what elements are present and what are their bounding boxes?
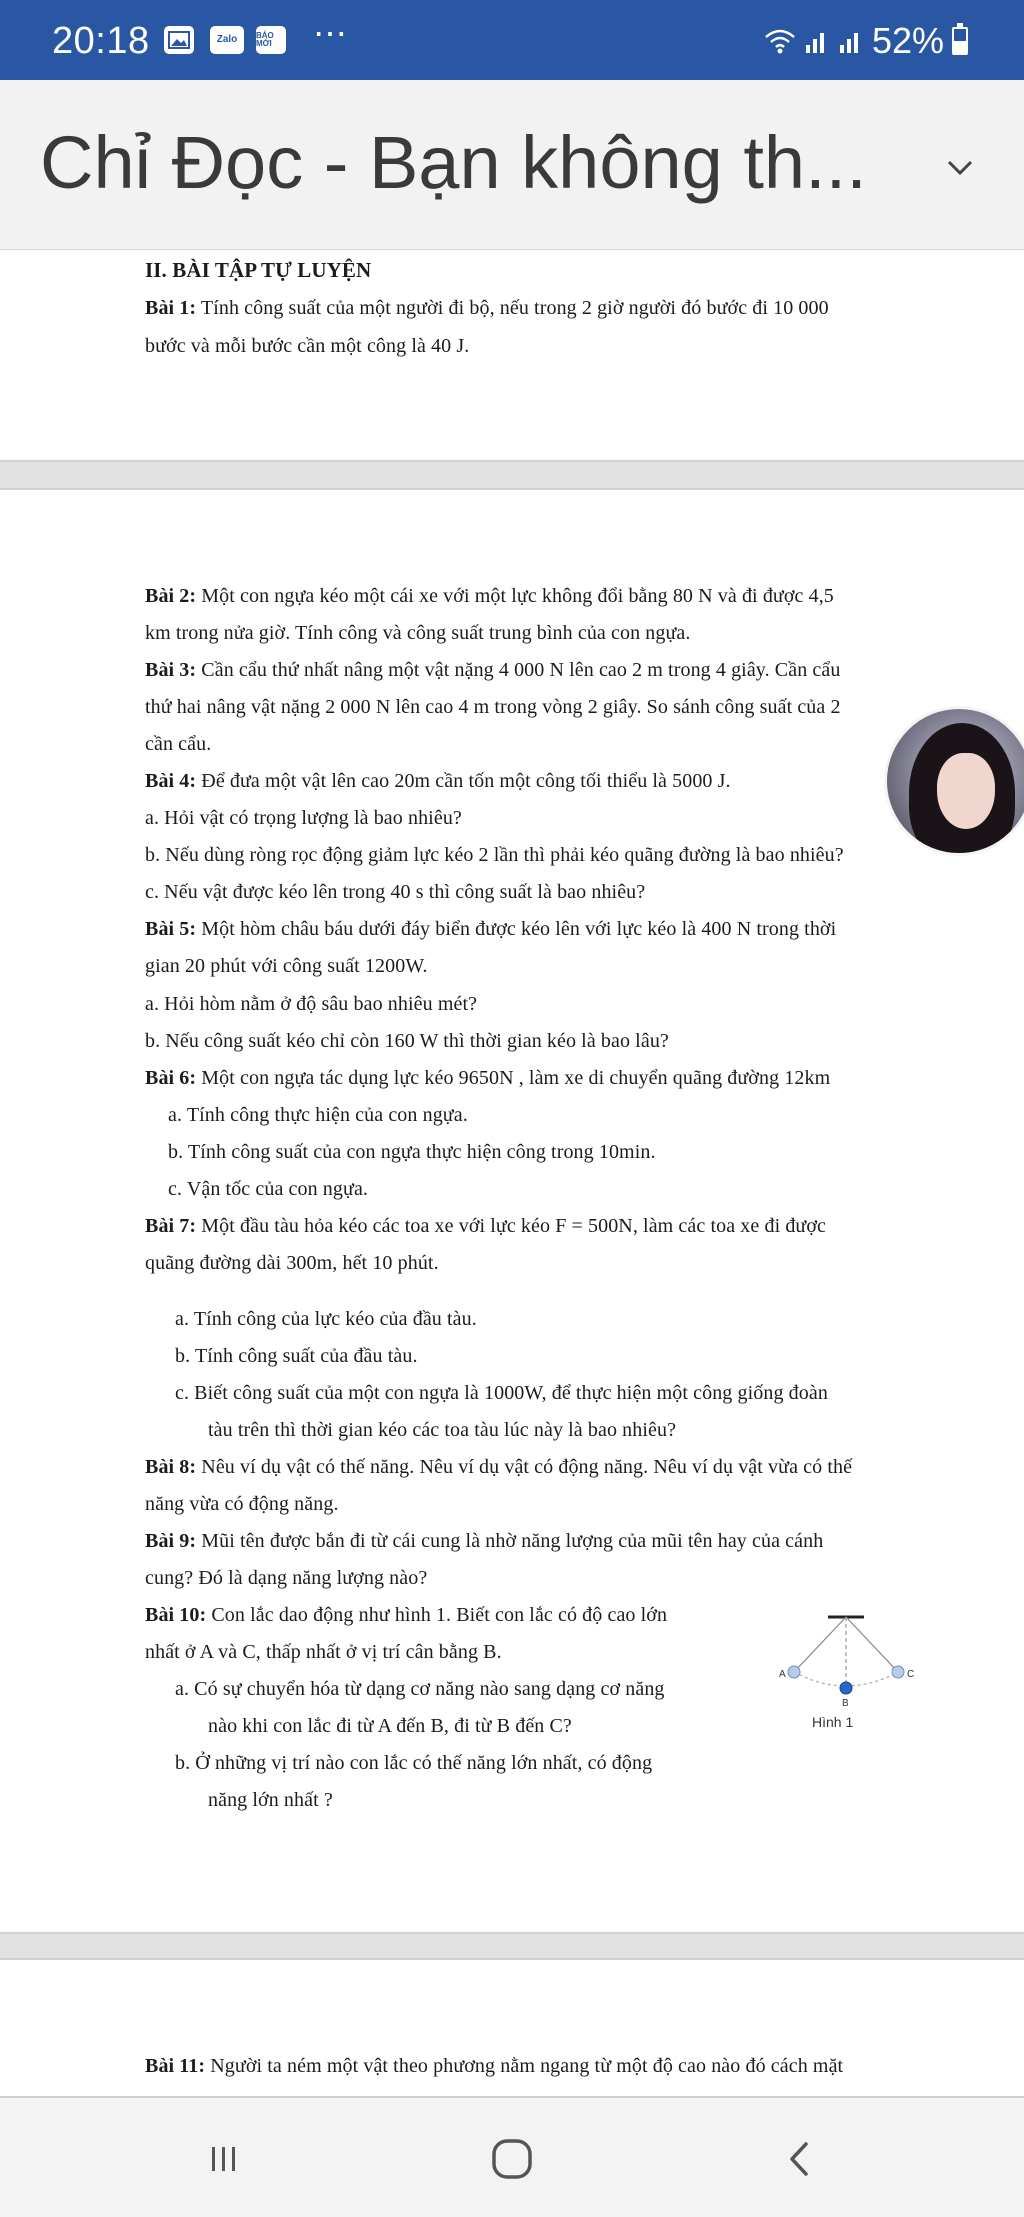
- gallery-notification-icon: [164, 26, 194, 54]
- point-a-label: A: [779, 1669, 786, 1680]
- exercise-line: b. Nếu công suất kéo chỉ còn 160 W thì thời gian kéo là bao lâu?: [145, 1030, 669, 1052]
- more-notifications-icon: ⋯: [313, 15, 347, 53]
- exercise-line: a. Hỏi vật có trọng lượng là bao nhiêu?: [145, 807, 462, 829]
- exercise-line: c. Vận tốc của con ngựa.: [168, 1178, 369, 1200]
- status-bar: [0, 0, 1024, 80]
- exercise-line: c. Biết công suất của một con ngựa là 1000W, để thực hiện một công giống đoàn: [175, 1382, 828, 1404]
- exercise-line: Bài 6: Một con ngựa tác dụng lực kéo 9650N , làm xe di chuyển quãng đường 12km: [145, 1067, 831, 1089]
- exercise-line: gian 20 phút với công suất 1200W.: [145, 955, 428, 977]
- battery-icon: [952, 27, 968, 55]
- floating-chat-head-avatar[interactable]: [884, 706, 1024, 856]
- exercise-line: a. Hỏi hòm nằm ở độ sâu bao nhiêu mét?: [145, 993, 478, 1015]
- document-page-2: [0, 488, 1024, 1934]
- exercise-line: cần cẩu.: [145, 733, 212, 755]
- exercise-line: b. Nếu dùng ròng rọc động giảm lực kéo 2 lần thì phải kéo quãng đường là bao nhiêu?: [145, 844, 844, 866]
- exercise-line: Bài 4: Để đưa một vật lên cao 20m cần tốn một công tối thiểu là 5000 J.: [145, 770, 731, 792]
- exercise-line: Bài 8: Nêu ví dụ vật có thế năng. Nêu ví dụ vật có động năng. Nêu ví dụ vật vừa có thế: [145, 1456, 853, 1478]
- exercise-line: Bài 9: Mũi tên được bắn đi từ cái cung là nhờ năng lượng của mũi tên hay của cánh: [145, 1530, 824, 1552]
- status-indicators: [764, 20, 968, 62]
- exercise-line: Bài 7: Một đầu tàu hỏa kéo các toa xe với lực kéo F = 500N, làm các toa xe đi được: [145, 1215, 827, 1237]
- clock: 20:18: [52, 20, 150, 62]
- zalo-notification-icon: Zalo: [210, 26, 244, 54]
- exercise-line: Bài 3: Cần cẩu thứ nhất nâng một vật nặng 4 000 N lên cao 2 m trong 4 giây. Cần cẩu: [145, 659, 841, 681]
- exercise-line: năng vừa có động năng.: [145, 1493, 339, 1515]
- point-c-label: C: [907, 1669, 915, 1680]
- exercise-line: tàu trên thì thời gian kéo các toa tàu lúc này là bao nhiêu?: [208, 1419, 677, 1441]
- exercise-line: Bài 10: Con lắc dao động như hình 1. Biết con lắc có độ cao lớn: [145, 1604, 668, 1626]
- baomoi-notification-icon: BÁO MỚI: [256, 26, 286, 54]
- point-b-label: B: [842, 1698, 849, 1709]
- signal-icon-sim1: [804, 27, 830, 55]
- exercise-line: cung? Đó là dạng năng lượng nào?: [145, 1567, 428, 1589]
- exercise-line: bước và mỗi bước cần một công là 40 J.: [145, 335, 470, 357]
- home-icon[interactable]: [482, 2134, 542, 2184]
- battery-percent: 52%: [871, 20, 944, 61]
- read-only-banner[interactable]: [0, 80, 1024, 250]
- exercise-line: Bài 5: Một hòm châu báu dưới đáy biển được kéo lên với lực kéo là 400 N trong thời: [145, 918, 837, 940]
- exercise-line: b. Tính công suất của con ngựa thực hiện công trong 10min.: [168, 1141, 656, 1163]
- exercise-line: a. Tính công thực hiện của con ngựa.: [168, 1104, 468, 1126]
- exercise-line: a. Tính công của lực kéo của đầu tàu.: [175, 1308, 477, 1330]
- navigation-bar: [0, 2098, 1024, 2217]
- section-heading: II. BÀI TẬP TỰ LUYỆN: [145, 258, 372, 282]
- recents-icon[interactable]: [194, 2134, 254, 2184]
- exercise-line: a. Có sự chuyển hóa từ dạng cơ năng nào sang dạng cơ năng: [175, 1678, 665, 1700]
- exercise-line: b. Tính công suất của đầu tàu.: [175, 1345, 418, 1367]
- exercise-line: quãng đường dài 300m, hết 10 phút.: [145, 1252, 439, 1274]
- exercise-line: Bài 2: Một con ngựa kéo một cái xe với một lực không đổi bằng 80 N và đi được 4,5: [145, 585, 834, 607]
- back-icon[interactable]: [770, 2134, 830, 2184]
- exercise-line: Bài 1: Tính công suất của một người đi bộ, nếu trong 2 giờ người đó bước đi 10 000: [145, 297, 829, 319]
- document-page-3: [0, 1958, 1024, 2098]
- wifi-icon: [764, 27, 796, 55]
- exercise-line: Bài 11: Người ta ném một vật theo phương nằm ngang từ một độ cao nào đó cách mặt: [145, 2055, 844, 2077]
- exercise-line: b. Ở những vị trí nào con lắc có thế năng lớn nhất, có động: [175, 1752, 653, 1774]
- exercise-line: nhất ở A và C, thấp nhất ở vị trí cân bằng B.: [145, 1641, 502, 1663]
- chevron-down-icon[interactable]: [940, 148, 980, 188]
- signal-icon-sim2: [838, 27, 864, 55]
- document-page-1: [0, 250, 1024, 462]
- exercise-line: c. Nếu vật được kéo lên trong 40 s thì công suất là bao nhiêu?: [145, 881, 646, 903]
- exercise-line: thứ hai nâng vật nặng 2 000 N lên cao 4 m trong vòng 2 giây. So sánh công suất của 2: [145, 696, 841, 718]
- exercise-line: km trong nửa giờ. Tính công và công suất trung bình của con ngựa.: [145, 622, 691, 644]
- exercise-line: năng lớn nhất ?: [208, 1789, 333, 1811]
- exercise-line: nào khi con lắc đi từ A đến B, đi từ B đến C?: [208, 1715, 572, 1737]
- read-only-title: Chỉ Đọc - Bạn không th...: [40, 121, 867, 204]
- figure-caption: Hình 1: [812, 1714, 854, 1730]
